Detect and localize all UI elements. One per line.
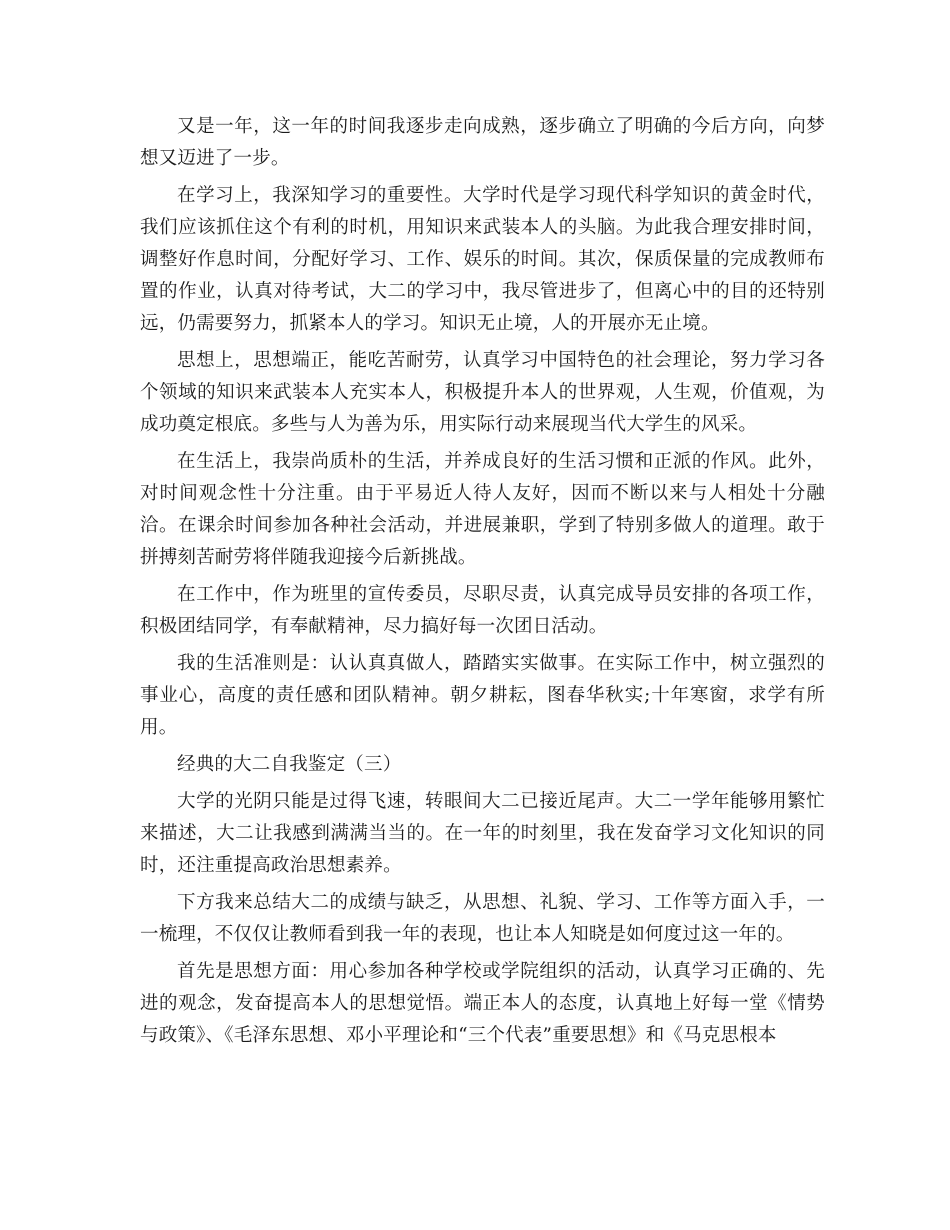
document-body bbox=[140, 111, 825, 1057]
paragraph-life: 在生活上，我崇尚质朴的生活，并养成良好的生活习惯和正派的作风。此外，对时间观念性十分注重。由于平易近人待人友好，因而不断以来与人相处十分融洽。在课余时间参加各种社会活动，并进展兼职，学到了特别多做人的道理。敢于拼搏刻苦耐劳将伴随我迎接今后新挑战。 bbox=[140, 451, 825, 568]
paragraph-summary-intro: 下方我来总结大二的成绩与缺乏，从思想、礼貌、学习、工作等方面入手，一一梳理，不仅仅让教师看到我一年的表现，也让本人知晓是如何度过这一年的。 bbox=[140, 892, 825, 945]
paragraph-intro: 又是一年，这一年的时间我逐步走向成熟，逐步确立了明确的今后方向，向梦想又迈进了一步。 bbox=[140, 116, 825, 169]
paragraph-thought: 思想上，思想端正，能吃苦耐劳，认真学习中国特色的社会理论，努力学习各个领域的知识来武装本人充实本人，积极提升本人的世界观，人生观，价值观，为成功奠定根底。多些与人为善为乐，用实际行动来展现当代大学生的风采。 bbox=[140, 350, 825, 435]
paragraph-work: 在工作中，作为班里的宣传委员，尽职尽责，认真完成导员安排的各项工作，积极团结同学，有奉献精神，尽力搞好每一次团日活动。 bbox=[140, 584, 825, 637]
paragraph-university-time: 大学的光阴只能是过得飞速，转眼间大二已接近尾声。大二一学年能够用繁忙来描述，大二让我感到满满当当的。在一年的时刻里，我在发奋学习文化知识的同时，还注重提高政治思想素养。 bbox=[140, 791, 825, 876]
paragraph-thought-aspect: 首先是思想方面：用心参加各种学校或学院组织的活动，认真学习正确的、先进的观念，发奋提高本人的思想觉悟。端正本人的态度，认真地上好每一堂《情势与政策》、《毛泽东思想、邓小平理论和“三个代表”重要思想》和《马克思根本 bbox=[140, 961, 825, 1046]
paragraph-principle: 我的生活准则是：认认真真做人，踏踏实实做事。在实际工作中，树立强烈的事业心，高度的责任感和团队精神。朝夕耕耘，图春华秋实;十年寒窗，求学有所用。 bbox=[140, 653, 825, 738]
paragraph-study: 在学习上，我深知学习的重要性。大学时代是学习现代科学知识的黄金时代，我们应该抓住这个有利的时机，用知识来武装本人的头脑。为此我合理安排时间，调整好作息时间，分配好学习、工作、娱乐的时间。其次，保质保量的完成教师布置的作业，认真对待考试，大二的学习中，我尽管进步了，但离心中的目的还特别远，仍需要努力，抓紧本人的学习。知识无止境，人的开展亦无止境。 bbox=[140, 185, 825, 334]
section-heading: 经典的大二自我鉴定（三） bbox=[177, 754, 402, 775]
